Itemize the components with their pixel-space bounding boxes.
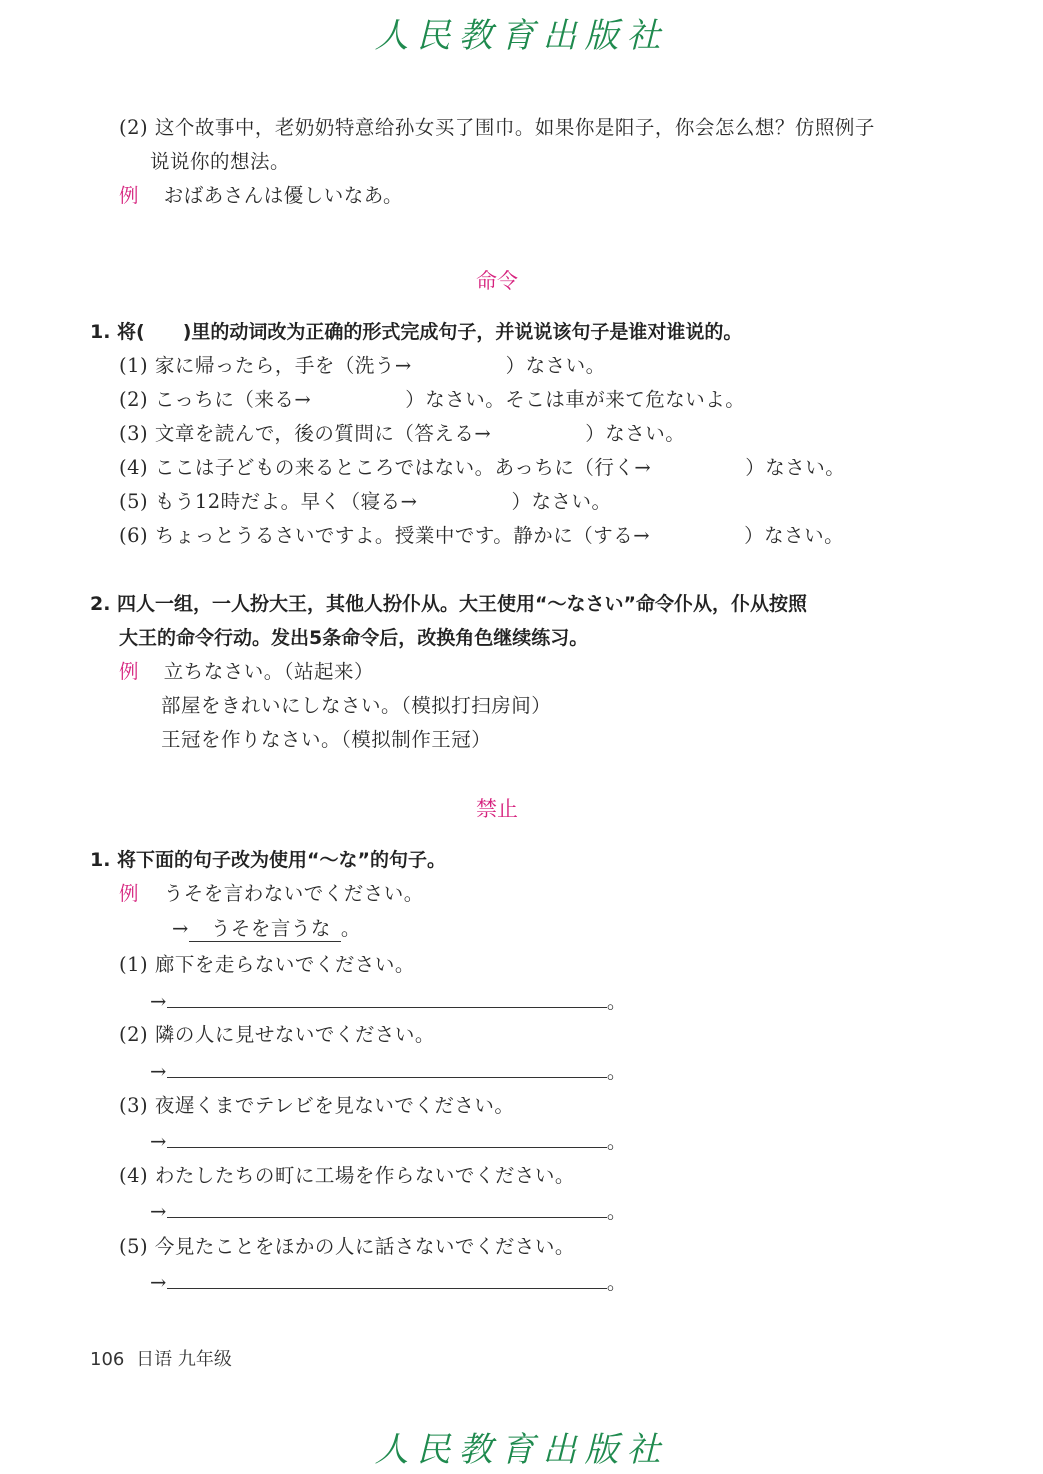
example-label: 例 [119, 184, 140, 207]
arrow-icon: → [150, 1200, 167, 1223]
kinshi-answer-line-5: → 。 [150, 1267, 627, 1295]
example-answer: うそを言うな [189, 913, 341, 942]
answer-blank[interactable] [167, 1127, 607, 1148]
kinshi-item-3: (3) 夜遅くまでテレビを見ないでください。 [119, 1094, 515, 1117]
kinshi-example-answer-line: → うそを言うな 。 [172, 913, 361, 942]
kinshi-exercise-1-title: 1. 将下面的句子改为使用“～な”的句子。 [90, 849, 447, 871]
arrow-icon: → [172, 917, 189, 940]
meirei-item-5: (5) もう12時だよ。早く（寝る→ ）なさい。 [119, 490, 612, 513]
section-heading-meirei: 命令 [476, 269, 518, 293]
answer-blank[interactable] [167, 1057, 607, 1078]
meirei-item-2: (2) こっちに（来る→ ）なさい。そこは車が来て危ないよ。 [119, 388, 746, 411]
question-2-line2: 说说你的想法。 [150, 150, 291, 173]
publisher-logo-top: 人民教育出版社 [374, 16, 669, 56]
page-number: 106 [90, 1349, 125, 1370]
arrow-icon: → [150, 1130, 167, 1153]
meirei-item-1: (1) 家に帰ったら，手を（洗う→ ）なさい。 [119, 354, 606, 377]
kinshi-answer-line-4: → 。 [150, 1196, 627, 1224]
meirei-example-1 [119, 656, 374, 684]
section-heading-kinshi: 禁止 [476, 797, 518, 821]
intro-example [119, 180, 403, 208]
kinshi-answer-line-2: → 。 [150, 1056, 627, 1084]
kinshi-answer-line-3: → 。 [150, 1126, 627, 1154]
example-label: 例 [119, 882, 140, 905]
meirei-item-6: (6) ちょっとうるさいですよ。授業中です。静かに（する→ ）なさい。 [119, 524, 845, 547]
example-text: おばあさんは優しいなあ。 [163, 184, 403, 207]
example-text: 立ちなさい。（站起来） [163, 660, 374, 683]
example-label: 例 [119, 660, 140, 683]
arrow-icon: → [150, 990, 167, 1013]
kinshi-example [119, 878, 424, 906]
publisher-logo-bottom: 人民教育出版社 [374, 1430, 669, 1470]
kinshi-answer-line-1: → 。 [150, 986, 627, 1014]
arrow-icon: → [150, 1271, 167, 1294]
meirei-example-3: 王冠を作りなさい。（模拟制作王冠） [161, 728, 492, 751]
meirei-exercise-2-line2: 大王的命令行动。发出5条命令后，改换角色继续练习。 [119, 627, 589, 649]
answer-blank[interactable] [167, 987, 607, 1008]
kinshi-item-4: (4) わたしたちの町に工場を作らないでください。 [119, 1164, 575, 1187]
answer-blank[interactable] [167, 1268, 607, 1289]
arrow-icon: → [150, 1060, 167, 1083]
book-title: 日语 九年级 [136, 1349, 232, 1370]
meirei-example-2: 部屋をきれいにしなさい。（模拟打扫房间） [161, 694, 552, 717]
kinshi-item-1: (1) 廊下を走らないでください。 [119, 953, 415, 976]
answer-blank[interactable] [167, 1197, 607, 1218]
page-footer [90, 1345, 232, 1371]
meirei-item-3: (3) 文章を読んで，後の質問に（答える→ ）なさい。 [119, 422, 686, 445]
meirei-exercise-2-line1: 2. 四人一组，一人扮大王，其他人扮仆从。大王使用“～なさい”命令仆从，仆从按照 [90, 593, 808, 615]
meirei-exercise-1-title: 1. 将( )里的动词改为正确的形式完成句子，并说说该句子是谁对谁说的。 [90, 321, 743, 343]
kinshi-item-2: (2) 隣の人に見せないでください。 [119, 1023, 435, 1046]
meirei-item-4: (4) ここは子どもの来るところではない。あっちに（行く→ ）なさい。 [119, 456, 846, 479]
example-text: うそを言わないでください。 [163, 882, 424, 905]
kinshi-item-5: (5) 今見たことをほかの人に話さないでください。 [119, 1235, 575, 1258]
question-2-line1: (2) 这个故事中，老奶奶特意给孙女买了围巾。如果你是阳子，你会怎么想？仿照例子 [119, 116, 875, 139]
